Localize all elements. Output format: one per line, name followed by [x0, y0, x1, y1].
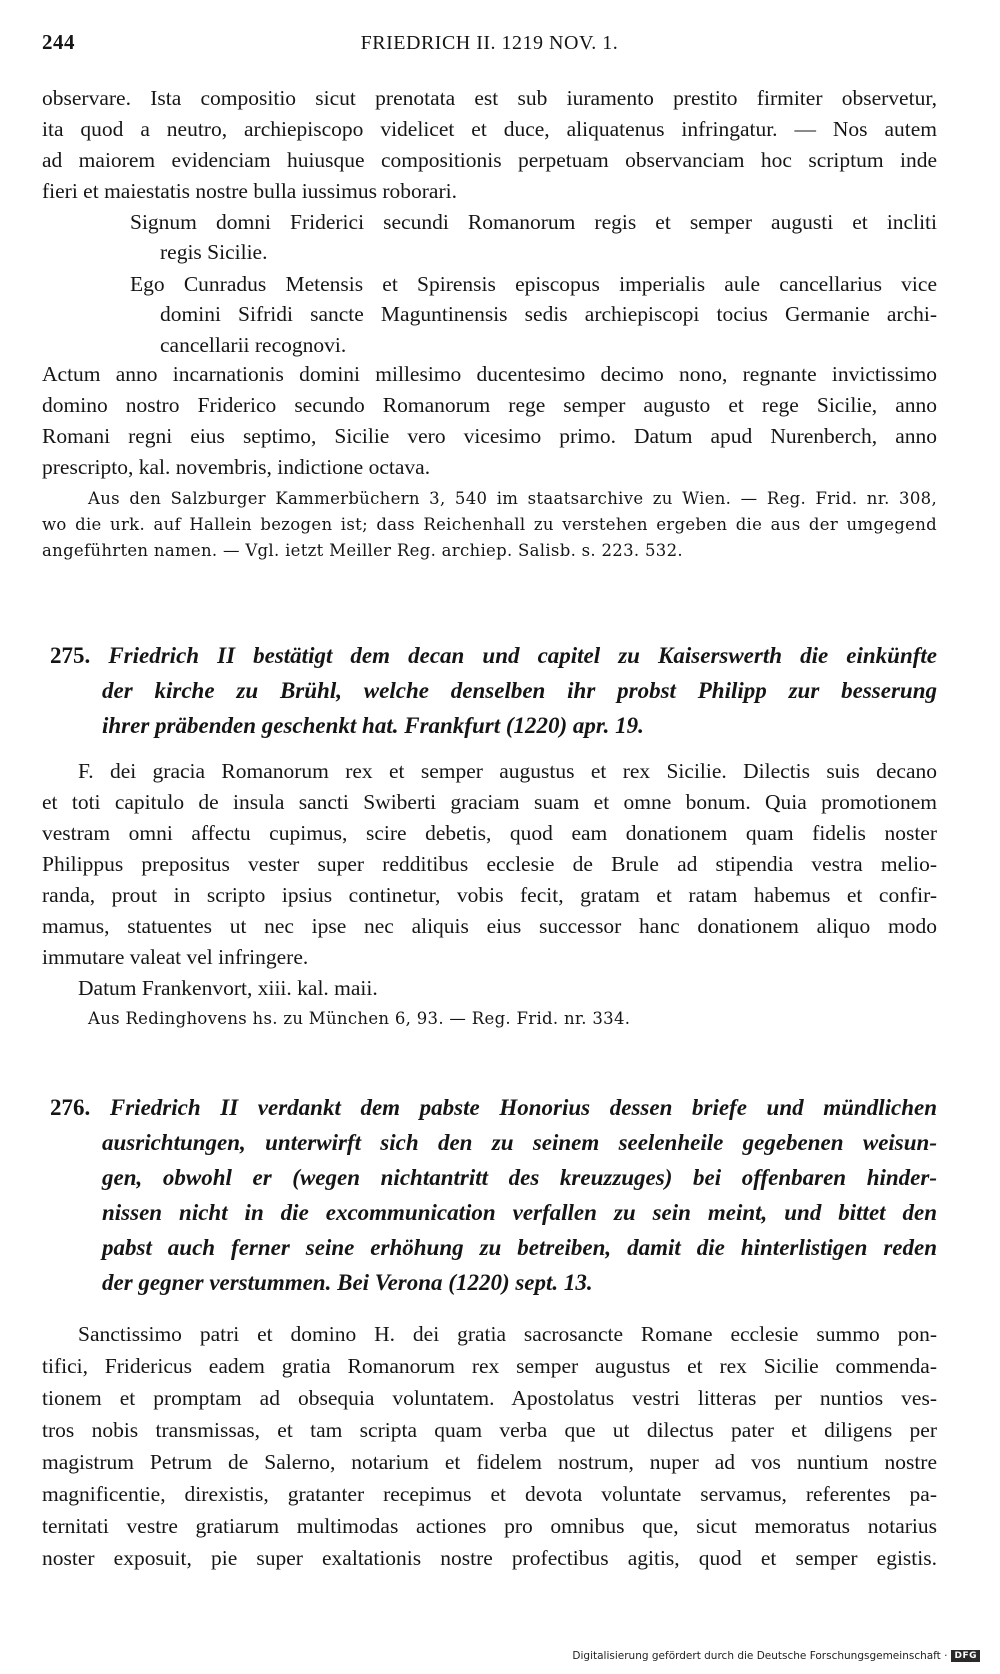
body-line: tionem et promptam ad obsequia voluntatem. Apostolatus vestri litteras per nuntios ves- [42, 1386, 937, 1410]
text-line: ad maiorem evidenciam huiusque compositionis perpetuam observanciam hoc scriptum inde [42, 148, 937, 172]
regest-heading-line: ihrer präbenden geschenkt hat. Frankfurt (1220) apr. 19. [102, 713, 644, 738]
source-note-line: Aus Redinghovens hs. zu München 6, 93. — Reg. Frid. nr. 334. [88, 1009, 631, 1028]
regest-heading-line: der kirche zu Brühl, welche denselben ihr probst Philipp zur besserung [102, 678, 937, 703]
body-line: immutare valeat vel infringere. [42, 945, 309, 969]
dfg-logo-icon: DFG [951, 1650, 980, 1662]
document-number: 275. [50, 643, 91, 668]
regest-heading-line: pabst auch ferner seine erhöhung zu betreiben, damit die hinterlistigen reden [102, 1235, 937, 1260]
recognition-line: Ego Cunradus Metensis et Spirensis episcopus imperialis aule cancellarius vice [130, 272, 937, 296]
regest-heading-text: Friedrich II bestätigt dem decan und capitel zu Kaiserswerth die einkünfte [108, 643, 938, 668]
body-line: magistrum Petrum de Salerno, notarium et fidelem nostrum, nuper ad vos nuntium nostre [42, 1450, 937, 1474]
actum-line: domino nostro Friderico secundo Romanorum rege semper augusto et rege Sicilie, anno [42, 393, 937, 417]
regest-heading-text: Friedrich II verdankt dem pabste Honorius dessen briefe und mündlichen [109, 1095, 938, 1120]
regest-heading-line: nissen nicht in die excommunication verfallen zu sein meint, und bittet den [102, 1200, 937, 1225]
body-line: randa, prout in scripto ipsius continetur, vobis fecit, gratam et ratam habemus et confir- [42, 883, 937, 907]
regest-heading-line [50, 1090, 937, 1125]
body-line: tros nobis transmissas, et tam scripta quam verba que ut dilectus pater et diligens per [42, 1418, 937, 1442]
recognition-line: cancellarii recognovi. [160, 333, 347, 357]
running-head [42, 30, 937, 60]
body-line: ternitati vestre gratiarum multimodas actiones pro omnibus que, sicut memoratus notarius [42, 1514, 937, 1538]
actum-line: Actum anno incarnationis domini millesimo ducentesimo decimo nono, regnante invictissimo [42, 362, 937, 386]
regest-heading-line [50, 638, 937, 673]
document-number: 276. [50, 1095, 91, 1120]
regest-heading-line: gen, obwohl er (wegen nichtantritt des kreuzzuges) bei offenbaren hinder- [102, 1165, 937, 1190]
recognition-line: domini Sifridi sancte Maguntinensis sedis archiepiscopi tocius Germanie archi- [160, 302, 937, 326]
body-line: magnificentie, direxistis, gratanter recepimus et devota voluntate servamus, referentes pa- [42, 1482, 937, 1506]
signum-line: regis Sicilie. [160, 240, 268, 264]
body-line: F. dei gracia Romanorum rex et semper augustus et rex Sicilie. Dilectis suis decano [78, 759, 937, 783]
running-title: FRIEDRICH II. 1219 NOV. 1. [360, 32, 619, 54]
text-line: fieri et maiestatis nostre bulla iussimus roborari. [42, 179, 457, 203]
body-line: tifici, Fridericus eadem gratia Romanorum rex semper augustus et rex Sicilie commenda- [42, 1354, 937, 1378]
actum-line: Romani regni eius septimo, Sicilie vero vicesimo primo. Datum apud Nurenberch, anno [42, 424, 937, 448]
text-line: ita quod a neutro, archiepiscopo videlicet et duce, aliquatenus infringatur. — Nos autem [42, 117, 937, 141]
credit-text: Digitalisierung gefördert durch die Deutsche Forschungsgemeinschaft · [572, 1650, 948, 1662]
body-line: vestram omni affectu cupimus, scire debetis, quod eam donationem quam fidelis noster [42, 821, 937, 845]
signum-line: Signum domni Friderici secundi Romanorum regis et semper augusti et incliti [130, 210, 937, 234]
source-note-line: angeführten namen. — Vgl. ietzt Meiller Reg. archiep. Salisb. s. 223. 532. [42, 541, 683, 560]
source-note-line: Aus den Salzburger Kammerbüchern 3, 540 im staatsarchive zu Wien. — Reg. Frid. nr. 308, [88, 489, 937, 508]
source-note-line: wo die urk. auf Hallein bezogen ist; dass Reichenhall zu verstehen ergeben die aus der umgegend [42, 515, 937, 534]
actum-line: prescripto, kal. novembris, indictione octava. [42, 455, 431, 479]
body-line: noster exposuit, pie super exaltationis nostre profectibus agitis, quod et semper egistis. [42, 1546, 937, 1570]
body-line: Sanctissimo patri et domino H. dei gratia sacrosancte Romane ecclesie summo pon- [78, 1322, 937, 1346]
text-line: observare. Ista compositio sicut prenotata est sub iuramento prestito firmiter observetur, [42, 86, 937, 110]
body-line: et toti capitulo de insula sancti Swiberti graciam suam et omne bonum. Quia promotionem [42, 790, 937, 814]
body-line: Philippus prepositus vester super redditibus ecclesie de Brule ad stipendia vestra melio- [42, 852, 937, 876]
body-line: mamus, statuentes ut nec ipse nec aliquis eius successor hanc donationem aliquo modo [42, 914, 937, 938]
digitization-credit [572, 1650, 980, 1662]
page-number: 244 [42, 30, 75, 54]
regest-heading-line: ausrichtungen, unterwirft sich den zu seinem seelenheile gegebenen weisun- [102, 1130, 937, 1155]
regest-heading-line: der gegner verstummen. Bei Verona (1220) sept. 13. [102, 1270, 593, 1295]
datum-line: Datum Frankenvort, xiii. kal. maii. [78, 976, 378, 1000]
